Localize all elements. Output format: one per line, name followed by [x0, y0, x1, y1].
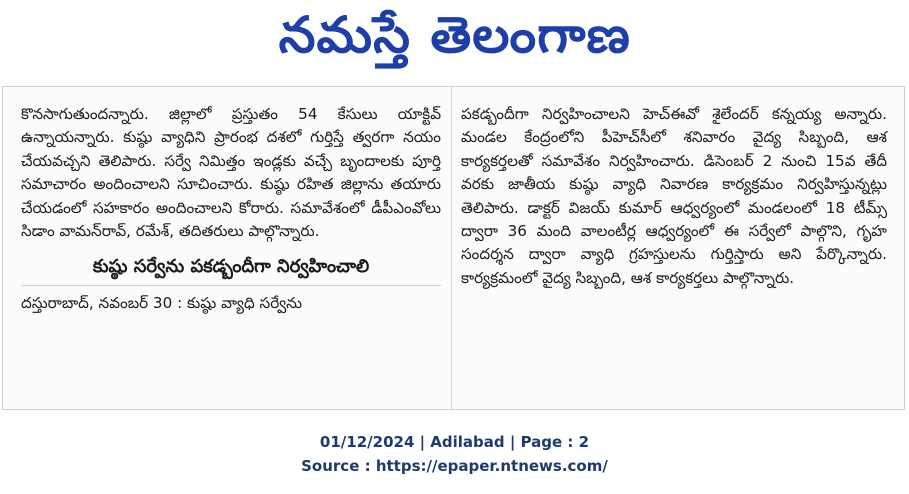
- left-paragraph: కొనసాగుతుందన్నారు. జిల్లాలో ప్రస్తుతం 54 కేసులు యాక్టివ్ ఉన్నాయన్నారు. కుష్ఠు వ్యాధిని ప్రారంభ దశలో గుర్తిస్తే త్వరగా నయం చేయవచ్చని తెలిపారు. సర్వే నిమిత్తం ఇండ్లకు వచ్చే బృందాలకు పూర్తి సమాచారం అందించాలని సూచించారు. కుష్ఠు రహిత జిల్లాను తయారు చేయడంలో సహకారం అందించాలని కోరారు. సమావేశంలో డీపీఎంవోలు సిడాం వామన్‌రావ్, రమేశ్, తదితరులు పాల్గొన్నారు.: [21, 105, 441, 241]
- right-paragraph: పకడ్బందీగా నిర్వహించాలని హెచ్‌ఈవో శైలేందర్ కన్నయ్య అన్నారు. మండల కేంద్రంలోని పీహెచ్‌సీలో శనివారం వైద్య సిబ్బంది, ఆశ కార్యకర్తలతో సమావేశం నిర్వహించారు. డిసెంబర్ 2 నుంచి 15వ తేదీ వరకు జాతీయ కుష్ఠు వ్యాధి నివారణ కార్యక్రమం నిర్వహిస్తున్నట్లు తెలిపారు. డాక్టర్ విజయ్ కుమార్ ఆధ్వర్యంలో మండలంలో 18 టీమ్స్ ద్వారా 36 మంది వాలంటీర్ల ఆధ్వర్యంలో ఈ సర్వేలో పాల్గొని, గృహ సందర్శన ద్వారా వ్యాధి గ్రహస్తులను గుర్తిస్తారు అని పేర్కొన్నారు. కార్యక్రమంలో వైద్య సిబ్బంది, ఆశ కార్యకర్తలు పాల్గొన్నారు.: [461, 105, 887, 287]
- article-right-column: [461, 103, 887, 290]
- article-subheading: కుష్ఠు సర్వేను పకడ్బందీగా నిర్వహించాలి: [21, 255, 441, 286]
- masthead: [0, 0, 909, 82]
- newspaper-clipping: [2, 86, 905, 410]
- source-link[interactable]: Source : https://epaper.ntnews.com/: [301, 457, 608, 475]
- article-left-column: [21, 103, 441, 316]
- cut-off-text-left: [21, 89, 441, 99]
- article-dateline: దస్తురాబాద్, నవంబర్ 30 : కుష్ఠు వ్యాధి సర్వేను: [21, 294, 303, 313]
- newspaper-logo-title: నమస్తే తెలంగాణ: [278, 5, 631, 64]
- page-footer: [0, 430, 909, 478]
- column-divider: [451, 87, 452, 409]
- edition-info: 01/12/2024 | Adilabad | Page : 2: [319, 433, 590, 451]
